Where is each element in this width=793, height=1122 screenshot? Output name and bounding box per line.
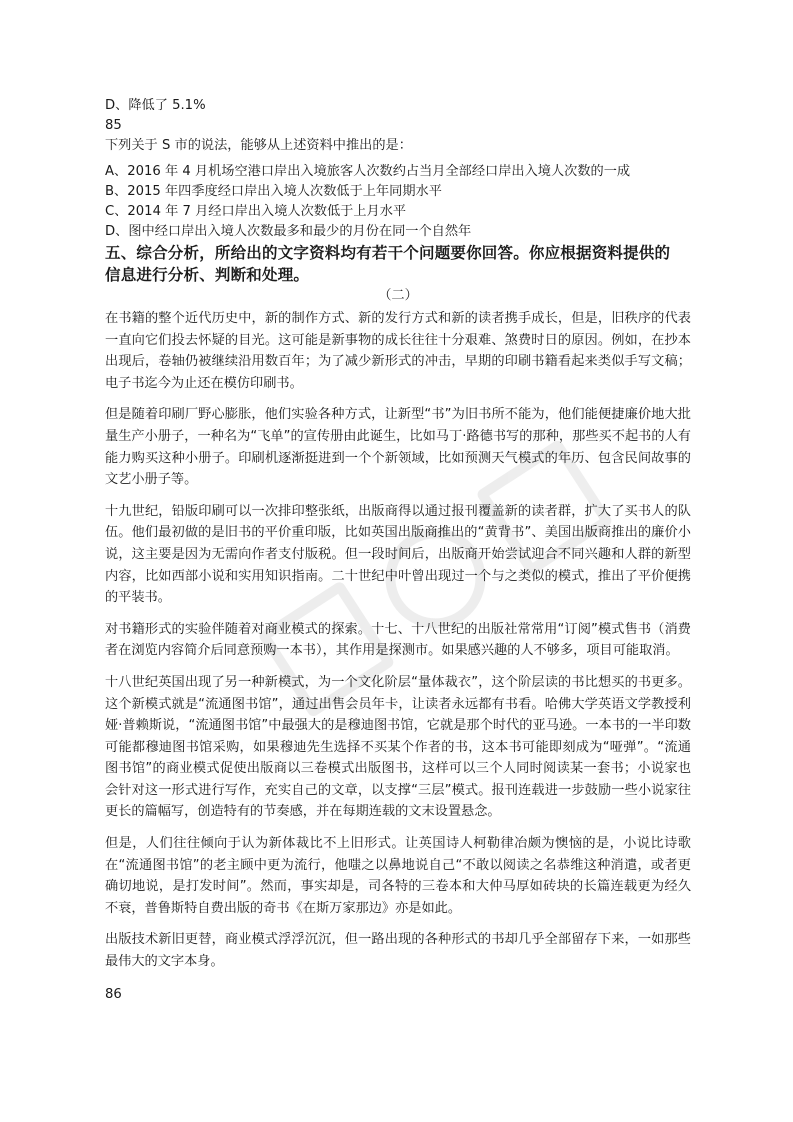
section-heading-line2: 信息进行分析、判断和处理。 bbox=[105, 265, 310, 284]
subsection-title: （二） bbox=[378, 288, 418, 303]
q85-option-d: D、图中经口岸出入境人次数最多和最少的月份在同一个自然年 bbox=[105, 224, 472, 239]
paragraph: 对书籍形式的实验伴随着对商业模式的探索。十七、十八世纪的出版社常常用“订阅”模式售书（消费者在浏览内容简介后同意预购一本书），其作用是探测市。如果感兴趣的人不够多，项目可能取消。 bbox=[105, 621, 691, 659]
paragraph: 出版技术新旧更替，商业模式浮浮沉沉，但一路出现的各种形式的书却几乎全部留存下来，一如那些最伟大的文字本身。 bbox=[105, 932, 691, 970]
paragraph: 在书籍的整个近代历史中，新的制作方式、新的发行方式和新的读者携手成长，但是，旧秩序的代表一直向它们投去怀疑的目光。这可能是新事物的成长往往十分艰难、煞费时日的原因。例如，在抄本出现后，卷轴仍被继续沿用数百年；为了减少新形式的冲击，早期的印刷书籍看起来类似手写文稿；电子书迄今为止还在模仿印刷书。 bbox=[105, 311, 691, 391]
q85-option-c: C、2014 年 7 月经口岸出入境人次数低于上月水平 bbox=[105, 204, 407, 219]
article-body bbox=[105, 308, 691, 973]
q85-number: 85 bbox=[105, 118, 122, 133]
section-heading bbox=[105, 242, 691, 286]
paragraph: 但是随着印刷厂野心膨胀，他们实验各种方式，让新型“书”为旧书所不能为，他们能便捷廉价地大批量生产小册子，一种名为“飞单”的宣传册由此诞生，比如马丁·路德书写的那种，那些买不起书的人有能力购买这种小册子。印刷机逐渐挺进到一个个新领域，比如预测天气模式的年历、包含民间故事的文艺小册子等。 bbox=[105, 407, 691, 488]
q85-stem: 下列关于 S 市的说法，能够从上述资料中推出的是： bbox=[105, 138, 412, 153]
document-page bbox=[105, 96, 691, 1005]
q85-options bbox=[105, 162, 691, 242]
q85-option-a: A、2016 年 4 月机场空港口岸出入境旅客人次数约占当月全部经口岸出入境人次数的一成 bbox=[105, 164, 631, 179]
paragraph: 十八世纪英国出现了另一种新模式，为一个文化阶层“量体裁衣”，这个阶层读的书比想买的书更多。这个新模式就是“流通图书馆”，通过出售会员年卡，让读者永远都有书看。哈佛大学英语文学教授利娅·普赖斯说，“流通图书馆”中最强大的是穆迪图书馆，它就是那个时代的亚马逊。一本书的一半印数可能都穆迪图书馆采购，如果穆迪先生选择不买某个作者的书，这本书可能即刻成为“哑弹”。“流通图书馆”的商业模式促使出版商以三卷模式出版图书，这样可以三个人同时阅读某一套书；小说家也会针对这一形式进行写作，充实自己的文章，以支撑“三层”模式。报刊连载进一步鼓励一些小说家往更长的篇幅写，创造特有的节奏感，并在每期连载的文末设置悬念。 bbox=[105, 674, 691, 820]
page-number: 86 bbox=[105, 986, 122, 1002]
paragraph: 但是，人们往往倾向于认为新体裁比不上旧形式。让英国诗人柯勒律冶颇为懊恼的是，小说比诗歌在“流通图书馆”的老主顾中更为流行，他嗤之以鼻地说自己“不敢以阅读之名恭维这种消遣，或者更确切地说，是打发时间”。然而，事实却是，司各特的三卷本和大仲马厚如砖块的长篇连载更为经久不衰，普鲁斯特自费出版的奇书《在斯万家那边》亦是如此。 bbox=[105, 836, 691, 916]
q85-option-b: B、2015 年四季度经口岸出入境人次数低于上年同期水平 bbox=[105, 184, 442, 199]
paragraph: 十九世纪，铅版印刷可以一次排印整张纸，出版商得以通过报刊覆盖新的读者群，扩大了买书人的队伍。他们最初做的是旧书的平价重印版，比如英国出版商推出的“黄背书”、美国出版商推出的廉价小说，这主要是因为无需向作者支付版税。但一段时间后，出版商开始尝试迎合不同兴趣和人群的新型内容，比如西部小说和实用知识指南。二十世纪中叶曾出现过一个与之类似的模式，推出了平价便携的平装书。 bbox=[105, 503, 691, 606]
section-heading-line1: 五、综合分析，所给出的文字资料均有若干个问题要你回答。你应根据资料提供的 bbox=[105, 243, 671, 262]
q84-option-d: D、降低了 5.1% bbox=[105, 98, 206, 113]
